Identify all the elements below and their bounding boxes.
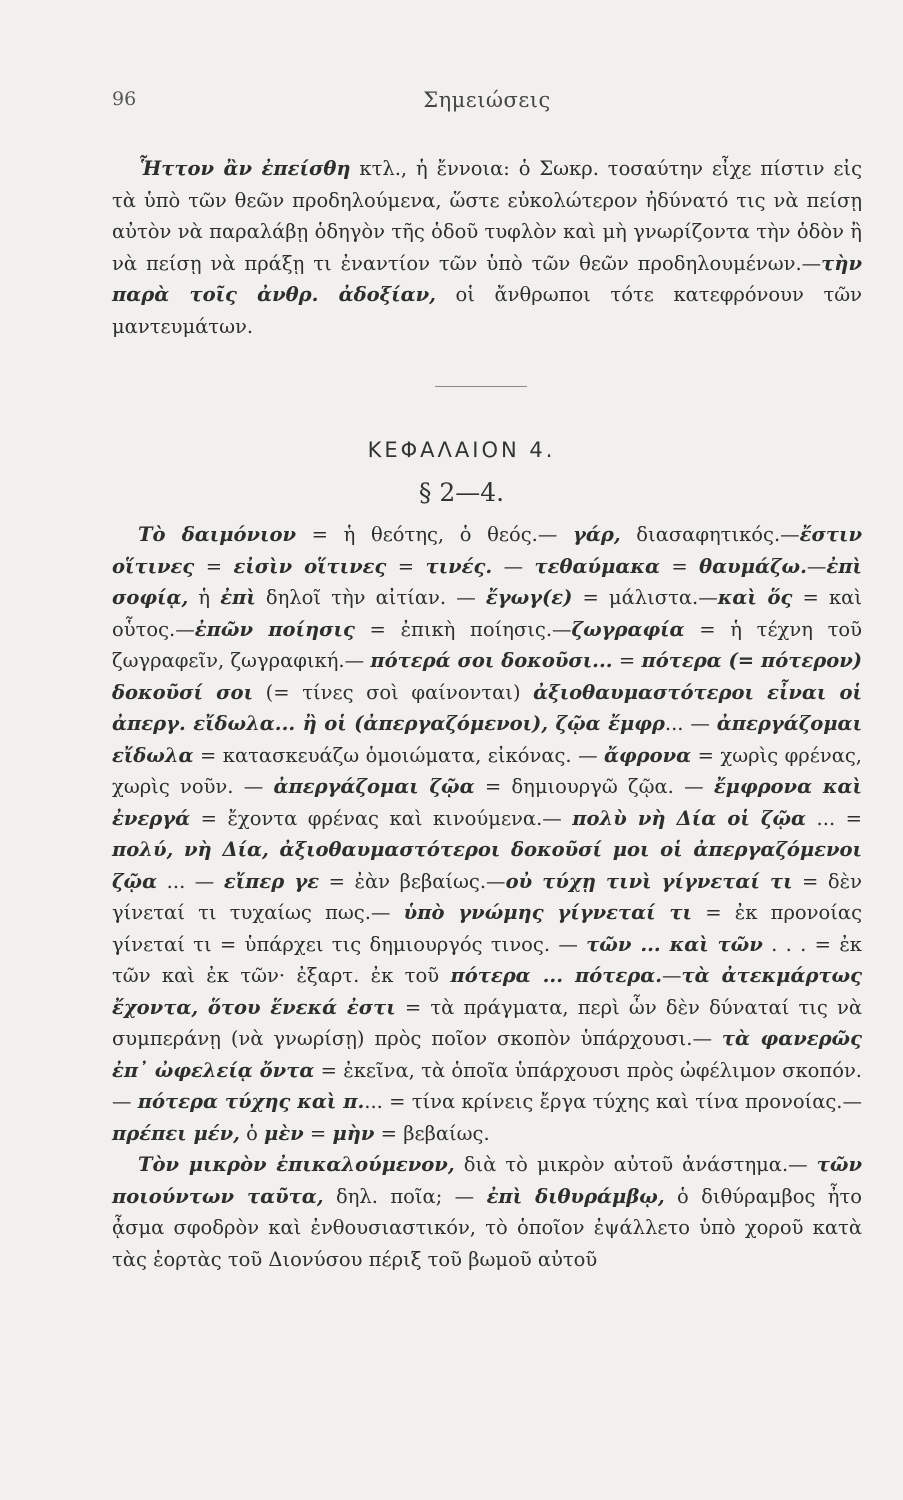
lemma: πρέπει μέν, xyxy=(112,1121,240,1145)
lemma: Ἧττον ἂν ἐπείσθη xyxy=(138,157,351,180)
lemma: τῶν ... καὶ τῶν xyxy=(586,932,763,956)
lemma: πότερα ... πότερα. xyxy=(450,964,662,987)
gloss-text: δηλ. ποῖα; — xyxy=(323,1184,487,1208)
gloss-text: = δὲν γίνεταί τι τυχαίως πως.— xyxy=(112,869,862,924)
notes-paragraph xyxy=(112,1149,862,1275)
lemma: τὴν παρὰ τοῖς ἀνθρ. ἀδοξίαν, xyxy=(112,251,862,306)
gloss-text: = τὰ πράγματα, περὶ ὧν δὲν δύναταί τις νὰ συμπεράνῃ (νὰ γνωρίσῃ) πρὸς ποῖον σκοπὸν ὑπάρχουσι.— xyxy=(112,995,862,1050)
lemma: Τὸ δαιμόνιον xyxy=(138,523,296,546)
gloss-text: = ἡ τέχνη τοῦ ζωγραφεῖν, ζωγραφική.— xyxy=(112,617,862,672)
gloss-text: δηλοῖ τὴν αἰτίαν. — xyxy=(255,586,486,609)
lemma: πότερα (= πότερον) δοκοῦσί σοι xyxy=(112,649,862,704)
gloss-text: ὁ xyxy=(239,1121,265,1145)
gloss-text: = xyxy=(386,554,426,578)
gloss-text: — xyxy=(661,964,682,987)
lemma: μὴν xyxy=(332,1121,375,1145)
running-head: Σημειώσεις xyxy=(423,88,551,112)
lemma: τινές. xyxy=(425,554,493,578)
gloss-text: διὰ τὸ μικρὸν αὐτοῦ ἀνάστημα.— xyxy=(454,1153,817,1176)
lemma: πότερά σοι δοκοῦσι... xyxy=(370,649,613,672)
lemma: ἔμφρονα καὶ ἐνεργά xyxy=(112,775,862,830)
gloss-text: = ἐκεῖνα, τὰ ὁποῖα ὑπάρχουσι πρὸς ὠφέλιμον σκοπόν. — xyxy=(112,1058,863,1113)
gloss-text: — xyxy=(492,554,535,578)
lemma: μὲν xyxy=(264,1121,304,1145)
gloss-text: = xyxy=(194,554,234,578)
gloss-text: = ἐκ προνοίας γίνεταί τι = ὑπάρχει τις δημιουργός τινος. — xyxy=(112,901,863,956)
lemma: ἀπεργάζομαι εἴδωλα xyxy=(112,712,863,767)
gloss-text: = μάλιστα.— xyxy=(572,586,718,609)
lemma: καὶ ὅς xyxy=(717,586,793,609)
lemma: ἐπῶν ποίησις xyxy=(194,617,355,641)
lemma: γάρ, xyxy=(573,523,621,546)
lemma: τὰ φανερῶς ἐπ᾽ ὠφελείᾳ ὄντα xyxy=(112,1027,862,1082)
gloss-text: = ἐπικὴ ποίησις.— xyxy=(354,617,572,641)
gloss-text: ἡ xyxy=(188,586,221,609)
gloss-text: ... = τίνα κρίνεις ἔργα τύχης καὶ τίνα προνοίας.— xyxy=(364,1090,862,1113)
gloss-text: — xyxy=(806,554,827,578)
intro-note xyxy=(112,153,862,342)
chapter-notes xyxy=(112,519,862,1275)
gloss-text: = κατασκευάζω ὁμοιώματα, εἰκόνας. — xyxy=(193,743,605,767)
lemma: εἰσὶν οἵτινες xyxy=(233,554,387,578)
gloss-text: = καὶ οὗτος.— xyxy=(112,586,862,641)
lemma: πολύ, νὴ Δία, ἀξιοθαυμαστότεροι δοκοῦσί μοι οἱ ἀπεργαζόμενοι ζῷα xyxy=(112,838,862,893)
lemma: ἐπὶ xyxy=(220,586,256,609)
gloss-text: . . . = ἐκ τῶν καὶ ἐκ τῶν· ἐξαρτ. ἐκ τοῦ xyxy=(112,932,862,987)
lemma: ἀπεργάζομαι ζῷα xyxy=(273,775,475,798)
gloss-text: (= τίνες σοὶ φαίνονται) xyxy=(253,680,534,704)
lemma: ἔγωγ(ε) xyxy=(485,586,573,609)
gloss-text: οἱ ἄνθρωποι τότε κατεφρόνουν τῶν μαντευμάτων. xyxy=(112,283,863,338)
lemma: θαυμάζω. xyxy=(699,554,807,578)
gloss-text: ... — xyxy=(157,869,224,893)
gloss-text: ὁ διθύραμβος ἦτο ᾆσμα σφοδρὸν καὶ ἐνθουσιαστικόν, τὸ ὁποῖον ἐψάλλετο ὑπὸ χοροῦ κατὰ τὰς ἑορτὰς τοῦ Διονύσου πέριξ τοῦ βωμοῦ αὐτοῦ xyxy=(112,1184,862,1271)
notes-paragraph xyxy=(112,519,862,1149)
gloss-text: = xyxy=(612,649,642,672)
page-number: 96 xyxy=(112,88,137,110)
lemma: ἐπὶ σοφίᾳ, xyxy=(112,554,862,609)
gloss-text: ... — xyxy=(664,712,717,735)
lemma: πολὺ νὴ Δία οἱ ζῷα xyxy=(572,806,807,830)
gloss-text: διασαφητικός.— xyxy=(620,523,800,546)
lemma: ἀξιοθαυμαστότεροι εἶναι οἱ ἀπεργ. εἴδωλα... ἢ οἱ (ἀπεργαζόμενοι), ζῷα ἔμφρ xyxy=(112,680,862,735)
lemma: ἔστιν οἵτινες xyxy=(112,523,862,578)
lemma: ἄφρονα xyxy=(604,743,692,767)
gloss-text: = ἡ θεότης, ὁ θεός.— xyxy=(295,523,574,546)
gloss-text: = xyxy=(303,1121,333,1145)
gloss-text: = ἔχοντα φρένας καὶ κινούμενα.— xyxy=(190,806,573,830)
gloss-text: κτλ., ἡ ἔννοια: ὁ Σωκρ. τοσαύτην εἶχε πίστιν εἰς τὰ ὑπὸ τῶν θεῶν προδηλούμενα, ὥστε εὐκολώτερον ἠδύνατό τις νὰ πείσῃ αὐτὸν νὰ παραλάβῃ ὁδηγὸν τῆς ὁδοῦ τυφλὸν καὶ μὴ γνωρίζοντα τὴν ὁδὸν ἢ νὰ πείσῃ νὰ πράξῃ τι ἐναντίον τῶν ὑπὸ τῶν θεῶν προδηλουμένων.— xyxy=(112,157,862,275)
lemma: τεθαύμακα xyxy=(534,554,660,578)
chapter-heading: ΚΕΦΑΛΑΙΟΝ 4. xyxy=(367,438,556,462)
lemma: εἴπερ γε xyxy=(223,869,320,893)
lemma: ζωγραφία xyxy=(571,617,685,641)
lemma: οὐ τύχῃ τινὶ γίγνεταί τι xyxy=(505,869,793,893)
lemma: ἐπὶ διθυράμβῳ, xyxy=(486,1184,665,1208)
lemma: ὑπὸ γνώμης γίγνεταί τι xyxy=(403,901,692,924)
lemma: Τὸν μικρὸν ἐπικαλούμενον, xyxy=(138,1153,455,1176)
gloss-text: = ἐὰν βεβαίως.— xyxy=(319,869,506,893)
intro-paragraph xyxy=(112,153,862,342)
lemma: τὰ ἀτεκμάρτως ἔχοντα, ὅτου ἕνεκά ἐστι xyxy=(112,964,862,1019)
gloss-text: ... = xyxy=(806,806,862,830)
gloss-text: = δημιουργῶ ζῷα. — xyxy=(474,775,714,798)
section-heading: § 2—4. xyxy=(418,478,505,507)
gloss-text: = βεβαίως. xyxy=(374,1121,490,1145)
gloss-text: = χωρὶς φρένας, χωρὶς νοῦν. — xyxy=(112,743,862,798)
lemma: πότερα τύχης καὶ π. xyxy=(137,1090,365,1113)
lemma: τῶν ποιούντων ταῦτα, xyxy=(112,1153,862,1208)
gloss-text: = xyxy=(659,554,700,578)
section-divider xyxy=(435,386,527,387)
page-header xyxy=(112,88,862,118)
